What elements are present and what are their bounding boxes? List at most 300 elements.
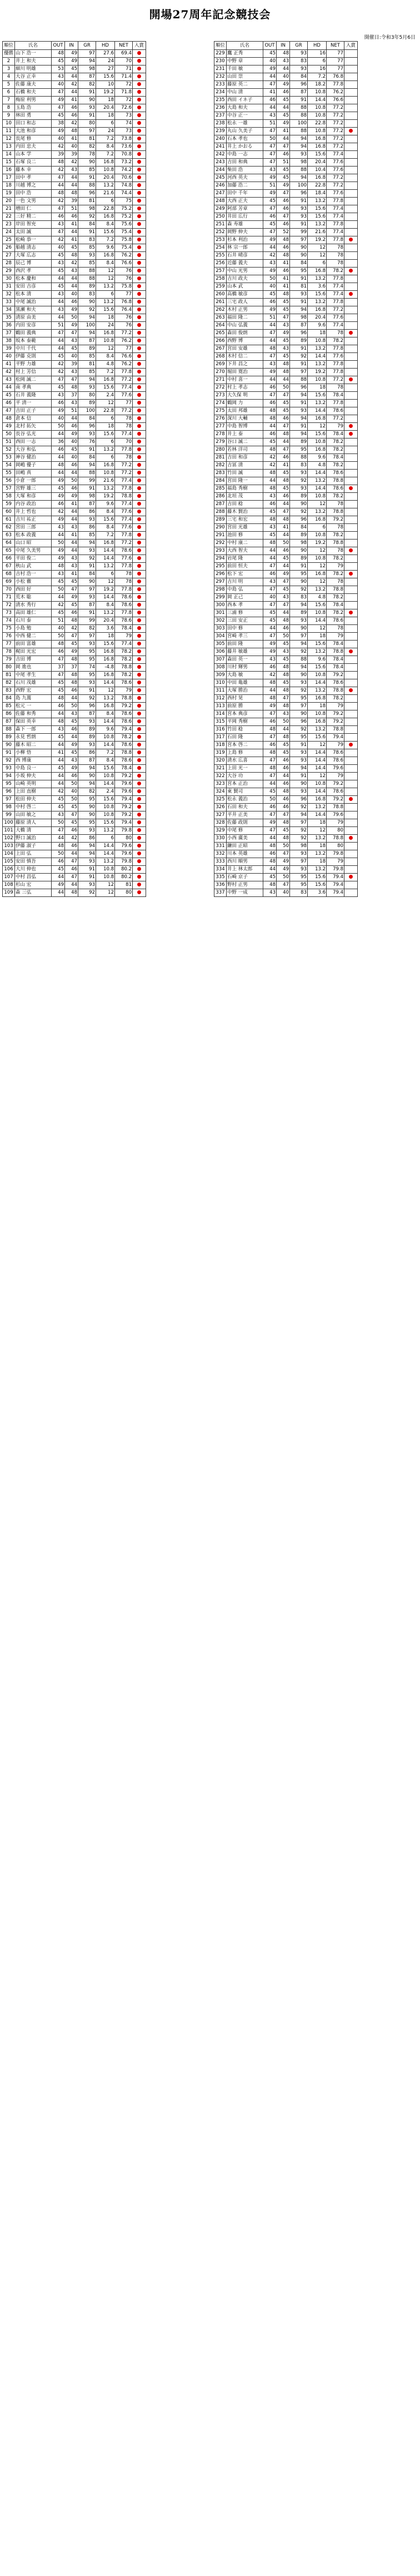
table-row: [214, 221, 358, 229]
net-cell: 77.8: [115, 586, 133, 594]
gross-cell: 94: [78, 843, 96, 850]
name-cell: 西田 一志: [15, 438, 52, 446]
name-cell: 平井 正美: [227, 811, 263, 819]
prize-cell: [133, 672, 146, 679]
handicap-cell: 15.6: [96, 641, 115, 648]
name-cell: 西村 晃: [227, 695, 263, 703]
prize-cell: [133, 617, 146, 625]
gross-cell: 84: [78, 221, 96, 229]
in-cell: 43: [65, 524, 78, 532]
prize-dot-icon: [349, 292, 353, 296]
prize-cell: [133, 563, 146, 571]
table-row: [3, 571, 146, 578]
table-row: [3, 547, 146, 555]
prize-dot-icon: [137, 432, 141, 436]
table-row: [3, 159, 146, 167]
out-cell: 43: [263, 361, 277, 369]
net-cell: 78.8: [327, 648, 344, 656]
prize-cell: [133, 431, 146, 438]
name-cell: 川越 博之: [15, 182, 52, 190]
prize-dot-icon: [137, 510, 141, 513]
prize-cell: [133, 438, 146, 446]
prize-cell: [344, 135, 358, 143]
name-cell: 宮本 啓二: [227, 742, 263, 749]
handicap-cell: 7.2: [96, 236, 115, 244]
table-row: [3, 89, 146, 97]
table-row: [214, 609, 358, 617]
table-row: [214, 400, 358, 407]
in-cell: 46: [277, 454, 290, 462]
prize-dot-icon: [349, 269, 353, 273]
net-cell: 79.2: [327, 796, 344, 804]
net-cell: 77.2: [327, 174, 344, 182]
handicap-cell: 13.2: [308, 275, 327, 283]
name-cell: 森 三弘: [15, 889, 52, 897]
table-row: [3, 718, 146, 726]
in-cell: 48: [277, 236, 290, 244]
rank-cell: 281: [214, 454, 227, 462]
handicap-cell: 6: [96, 291, 115, 299]
out-cell: 43: [263, 493, 277, 501]
rank-cell: 47: [3, 407, 15, 415]
name-cell: 吉田 和彦: [227, 454, 263, 462]
gross-cell: 91: [290, 423, 308, 431]
in-cell: 44: [65, 547, 78, 555]
out-cell: 45: [52, 283, 65, 291]
net-cell: 75: [115, 198, 133, 205]
name-cell: 井田 広行: [227, 213, 263, 221]
net-cell: 79: [327, 633, 344, 641]
table-row: [214, 151, 358, 159]
prize-cell: [344, 438, 358, 446]
rank-cell: 241: [214, 143, 227, 151]
rank-cell: 323: [214, 780, 227, 788]
prize-cell: [344, 81, 358, 89]
net-cell: 77.2: [115, 540, 133, 547]
gross-cell: 85: [78, 244, 96, 252]
prize-cell: [133, 819, 146, 827]
in-cell: 41: [277, 283, 290, 291]
rank-cell: 109: [3, 889, 15, 897]
rank-cell: 50: [3, 431, 15, 438]
out-cell: 48: [263, 516, 277, 524]
net-cell: 76.6: [327, 97, 344, 104]
prize-cell: [344, 742, 358, 749]
net-cell: 78.2: [327, 438, 344, 446]
in-cell: 45: [277, 656, 290, 664]
handicap-cell: 6: [308, 58, 327, 65]
out-cell: 48: [263, 540, 277, 547]
prize-cell: [133, 213, 146, 221]
prize-cell: [133, 291, 146, 299]
name-cell: 松本 慶和: [15, 275, 52, 283]
in-cell: 41: [277, 524, 290, 532]
name-cell: 西野 博: [227, 337, 263, 345]
table-row: [214, 89, 358, 97]
table-header-row: [214, 42, 358, 50]
out-cell: 48: [263, 695, 277, 703]
table-row: [214, 687, 358, 695]
rank-cell: 4: [3, 73, 15, 81]
handicap-cell: 19.2: [308, 540, 327, 547]
name-cell: 宮野 雄三: [15, 485, 52, 493]
out-cell: 46: [263, 742, 277, 749]
handicap-cell: 14.4: [308, 788, 327, 796]
net-cell: 78.8: [115, 493, 133, 501]
name-cell: 中野 一成: [227, 889, 263, 897]
name-cell: 近藤 義夫: [227, 260, 263, 268]
out-cell: 46: [52, 703, 65, 710]
net-cell: 77.2: [327, 415, 344, 423]
prize-cell: [133, 198, 146, 205]
in-cell: 47: [277, 446, 290, 454]
rank-cell: 269: [214, 361, 227, 369]
table-row: [214, 167, 358, 174]
handicap-cell: 10.8: [308, 672, 327, 679]
name-cell: 村上 芳信: [15, 369, 52, 376]
prize-cell: [133, 609, 146, 617]
rank-cell: 237: [214, 112, 227, 120]
rank-cell: 83: [3, 687, 15, 695]
table-row: [3, 244, 146, 252]
net-cell: 80: [115, 889, 133, 897]
net-cell: 78: [327, 524, 344, 532]
name-cell: 山田 崇: [227, 73, 263, 81]
rank-cell: 333: [214, 858, 227, 866]
handicap-cell: 12: [308, 252, 327, 260]
name-cell: 藤原 英二: [227, 81, 263, 89]
name-cell: 西本 孝: [227, 602, 263, 609]
out-cell: 36: [52, 438, 65, 446]
net-cell: 78.2: [327, 446, 344, 454]
prize-dot-icon: [137, 478, 141, 482]
table-row: [3, 695, 146, 703]
table-row: [214, 656, 358, 664]
prize-cell: [133, 532, 146, 540]
name-cell: 竹田 稔: [227, 726, 263, 734]
gross-cell: 90: [78, 773, 96, 780]
table-row: [3, 749, 146, 757]
prize-cell: [344, 586, 358, 594]
rank-cell: 238: [214, 120, 227, 128]
prize-cell: [133, 89, 146, 97]
net-cell: 79.2: [115, 804, 133, 811]
name-cell: 中村 喜一: [227, 376, 263, 384]
prize-cell: [344, 749, 358, 757]
table-row: [214, 260, 358, 268]
gross-cell: 91: [290, 221, 308, 229]
header-gross: GR: [78, 42, 96, 50]
prize-cell: [133, 757, 146, 765]
name-cell: 一色 文男: [15, 198, 52, 205]
rank-cell: 251: [214, 221, 227, 229]
prize-cell: [133, 167, 146, 174]
net-cell: 79.4: [115, 726, 133, 734]
gross-cell: 93: [78, 516, 96, 524]
gross-cell: 93: [78, 881, 96, 889]
prize-cell: [344, 555, 358, 563]
out-cell: 43: [52, 260, 65, 268]
net-cell: 78.4: [327, 431, 344, 438]
in-cell: 48: [65, 190, 78, 198]
gross-cell: 82: [78, 788, 96, 796]
table-row: [3, 81, 146, 89]
gross-cell: 95: [78, 796, 96, 804]
net-cell: 78: [327, 578, 344, 586]
in-cell: 44: [65, 73, 78, 81]
net-cell: 78: [327, 625, 344, 633]
handicap-cell: 10.8: [96, 470, 115, 477]
handicap-cell: 15.6: [96, 796, 115, 804]
handicap-cell: 20.4: [96, 104, 115, 112]
table-row: [214, 50, 358, 58]
rank-cell: 15: [3, 159, 15, 167]
gross-cell: 84: [78, 415, 96, 423]
out-cell: 44: [52, 757, 65, 765]
prize-cell: [344, 221, 358, 229]
handicap-cell: 6: [308, 524, 327, 532]
table-row: [3, 524, 146, 532]
table-row: [3, 50, 146, 58]
in-cell: 46: [277, 493, 290, 501]
in-cell: 44: [65, 174, 78, 182]
gross-cell: 93: [290, 749, 308, 757]
name-cell: 中山 清: [227, 89, 263, 97]
in-cell: 44: [277, 376, 290, 384]
in-cell: 43: [277, 648, 290, 656]
in-cell: 49: [65, 58, 78, 65]
prize-cell: [344, 703, 358, 710]
gross-cell: 89: [78, 726, 96, 734]
gross-cell: 92: [78, 555, 96, 563]
out-cell: 45: [52, 687, 65, 695]
prize-cell: [344, 695, 358, 703]
prize-dot-icon: [137, 401, 141, 405]
table-row: [3, 167, 146, 174]
prize-dot-icon: [137, 307, 141, 311]
out-cell: 44: [52, 337, 65, 345]
gross-cell: 90: [78, 804, 96, 811]
prize-dot-icon: [137, 595, 141, 599]
name-cell: 中尾 久美男: [15, 547, 52, 555]
name-cell: 石崎 京子: [227, 874, 263, 881]
net-cell: 77.2: [327, 128, 344, 135]
out-cell: 49: [263, 369, 277, 376]
gross-cell: 94: [290, 431, 308, 438]
handicap-cell: 22.8: [308, 120, 327, 128]
table-row: [3, 609, 146, 617]
prize-dot-icon: [137, 238, 141, 241]
rank-cell: 91: [3, 749, 15, 757]
prize-dot-icon: [137, 657, 141, 661]
table-row: [214, 299, 358, 306]
out-cell: 44: [263, 555, 277, 563]
rank-cell: 264: [214, 322, 227, 330]
gross-cell: 89: [290, 493, 308, 501]
name-cell: 大塚 和彦: [15, 493, 52, 501]
net-cell: 78.2: [115, 656, 133, 664]
rank-cell: 37: [3, 330, 15, 337]
in-cell: 48: [277, 516, 290, 524]
rank-cell: 274: [214, 400, 227, 407]
rank-cell: 232: [214, 73, 227, 81]
name-cell: 吉冨 清: [227, 462, 263, 470]
in-cell: 47: [65, 858, 78, 866]
handicap-cell: 9.6: [96, 726, 115, 734]
name-cell: 田中 浩: [15, 190, 52, 198]
name-cell: 西野 宏: [15, 687, 52, 695]
rank-cell: 230: [214, 58, 227, 65]
gross-cell: 95: [78, 672, 96, 679]
name-cell: 吉田 正子: [15, 407, 52, 415]
net-cell: 77.4: [327, 291, 344, 299]
net-cell: 77.6: [327, 159, 344, 167]
table-row: [214, 376, 358, 384]
out-cell: 44: [263, 423, 277, 431]
handicap-cell: 4.8: [308, 462, 327, 470]
out-cell: 49: [263, 641, 277, 648]
net-cell: 76.8: [327, 73, 344, 81]
in-cell: 46: [65, 213, 78, 221]
net-cell: 76: [115, 268, 133, 275]
prize-cell: [133, 159, 146, 167]
in-cell: 52: [277, 229, 290, 236]
in-cell: 44: [277, 532, 290, 540]
name-cell: 中野 章: [227, 58, 263, 65]
gross-cell: 91: [78, 874, 96, 881]
name-cell: 倉本 信: [15, 415, 52, 423]
prize-cell: [133, 765, 146, 773]
table-row: [3, 198, 146, 205]
net-cell: 72: [115, 81, 133, 89]
handicap-cell: 15.6: [308, 392, 327, 400]
header-in: IN: [277, 42, 290, 50]
prize-cell: [133, 392, 146, 400]
table-row: [214, 547, 358, 555]
prize-cell: [344, 524, 358, 532]
name-cell: 谷口 誠二: [227, 438, 263, 446]
prize-dot-icon: [137, 447, 141, 451]
gross-cell: 89: [78, 400, 96, 407]
net-cell: 78.8: [115, 749, 133, 757]
prize-cell: [344, 679, 358, 687]
handicap-cell: 10.8: [308, 112, 327, 120]
prize-dot-icon: [137, 59, 141, 63]
gross-cell: 93: [290, 213, 308, 221]
prize-cell: [133, 454, 146, 462]
name-cell: 長谷 弘光: [15, 431, 52, 438]
name-cell: 宮崎 孝三: [227, 633, 263, 641]
prize-dot-icon: [137, 191, 141, 195]
prize-cell: [344, 407, 358, 415]
name-cell: 船越 清志: [15, 244, 52, 252]
table-row: [214, 462, 358, 470]
out-cell: 48: [52, 159, 65, 167]
rank-cell: 309: [214, 672, 227, 679]
in-cell: 40: [65, 788, 78, 796]
net-cell: 77.2: [327, 112, 344, 120]
table-row: [3, 710, 146, 718]
prize-cell: [133, 143, 146, 151]
out-cell: 47: [263, 128, 277, 135]
table-row: [214, 361, 358, 369]
out-cell: 45: [52, 485, 65, 493]
handicap-cell: 13.2: [96, 485, 115, 493]
net-cell: 78.6: [327, 470, 344, 477]
rank-cell: 102: [3, 835, 15, 843]
in-cell: 45: [65, 578, 78, 586]
rank-cell: 17: [3, 174, 15, 182]
rank-cell: 108: [3, 881, 15, 889]
rank-cell: 88: [3, 726, 15, 734]
gross-cell: 98: [290, 843, 308, 850]
table-row: [214, 322, 358, 330]
net-cell: 73: [115, 112, 133, 120]
out-cell: 44: [263, 625, 277, 633]
name-cell: 岩尾 隆: [227, 555, 263, 563]
in-cell: 48: [277, 788, 290, 796]
out-cell: 44: [263, 244, 277, 252]
gross-cell: 97: [290, 858, 308, 866]
table-row: [214, 594, 358, 602]
out-cell: 46: [52, 648, 65, 656]
in-cell: 45: [65, 65, 78, 73]
table-row: [3, 485, 146, 493]
handicap-cell: 22.8: [308, 182, 327, 190]
net-cell: 73.6: [115, 143, 133, 151]
out-cell: 49: [263, 306, 277, 314]
handicap-cell: 10.8: [308, 493, 327, 501]
in-cell: 48: [65, 679, 78, 687]
out-cell: 48: [263, 446, 277, 454]
in-cell: 45: [277, 586, 290, 594]
name-cell: 清水 広喜: [227, 757, 263, 765]
net-cell: 78.6: [327, 617, 344, 625]
prize-dot-icon: [137, 393, 141, 397]
prize-cell: [133, 796, 146, 804]
out-cell: 45: [263, 609, 277, 617]
in-cell: 49: [65, 306, 78, 314]
table-row: [214, 710, 358, 718]
rank-cell: 33: [3, 299, 15, 306]
gross-cell: 87: [78, 73, 96, 81]
prize-dot-icon: [137, 851, 141, 855]
in-cell: 45: [65, 244, 78, 252]
table-row: [214, 283, 358, 291]
in-cell: 43: [65, 337, 78, 345]
gross-cell: 92: [290, 648, 308, 656]
in-cell: 44: [65, 229, 78, 236]
rank-cell: 75: [3, 625, 15, 633]
rank-cell: 62: [3, 524, 15, 532]
net-cell: 75.2: [115, 213, 133, 221]
handicap-cell: 14.4: [308, 617, 327, 625]
gross-cell: 92: [290, 835, 308, 843]
name-cell: 松永 義治: [227, 796, 263, 804]
out-cell: 46: [263, 299, 277, 306]
gross-cell: 91: [78, 563, 96, 571]
net-cell: 78.6: [115, 757, 133, 765]
table-row: [214, 843, 358, 850]
handicap-cell: 18: [96, 633, 115, 641]
handicap-cell: 13.2: [96, 827, 115, 835]
name-cell: 山口 昭: [15, 540, 52, 547]
handicap-cell: 18: [96, 314, 115, 322]
rank-cell: 99: [3, 811, 15, 819]
rank-cell: 27: [3, 252, 15, 260]
handicap-cell: 16.8: [308, 415, 327, 423]
prize-cell: [344, 97, 358, 104]
